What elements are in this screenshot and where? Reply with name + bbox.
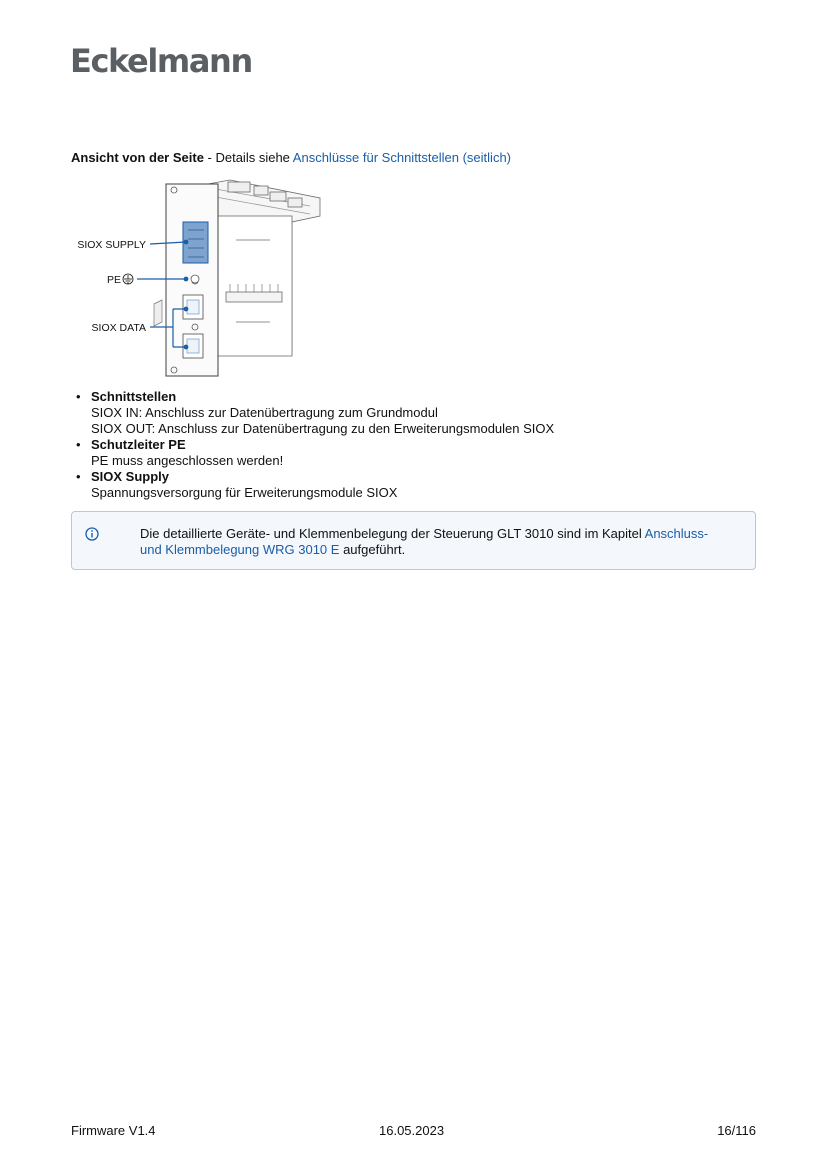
pe-label: PE — [106, 274, 121, 286]
note-text-2: aufgeführt. — [339, 542, 406, 557]
intro-link[interactable]: Anschlüsse für Schnittstellen (seitlich) — [292, 150, 511, 165]
info-icon — [85, 527, 99, 541]
note-text-1: Die detaillierte Geräte- und Klemmenbelegung der Steuerung GLT 3010 sind im Kapitel — [140, 526, 645, 541]
bullet: • — [76, 469, 81, 484]
list-item-heading: Schnittstellen — [91, 389, 177, 404]
intro-heading: Ansicht von der Seite — [71, 150, 204, 165]
intro-line — [71, 150, 511, 166]
note-link-part-2[interactable]: und Klemmbelegung WRG 3010 E — [140, 542, 340, 557]
company-logo: Eckelmann — [70, 42, 252, 80]
info-note-text — [140, 526, 740, 558]
siox-supply-label: SIOX SUPPLY — [77, 239, 146, 251]
siox-data-label: SIOX DATA — [91, 322, 146, 334]
list-item — [76, 469, 554, 501]
ground-icon — [123, 274, 133, 284]
note-link-part-1[interactable]: Anschluss- — [644, 526, 709, 541]
list-item — [76, 437, 554, 469]
pe-screw — [191, 275, 199, 283]
list-item-line: SIOX OUT: Anschluss zur Datenübertragung zu den Erweiterungsmodulen SIOX — [91, 421, 555, 436]
bullet: • — [76, 389, 81, 404]
footer-date: 16.05.2023 — [379, 1123, 445, 1138]
list-item-line: SIOX IN: Anschluss zur Datenübertragung zum Grundmodul — [91, 405, 438, 420]
footer-page-number: 16/116 — [717, 1123, 756, 1138]
list-item-line: PE muss angeschlossen werden! — [91, 453, 284, 468]
intro-text: - Details siehe — [203, 150, 293, 165]
module-body — [208, 180, 320, 356]
footer-firmware: Firmware V1.4 — [71, 1123, 156, 1138]
list-item-line: Spannungsversorgung für Erweiterungsmodule SIOX — [91, 485, 398, 500]
info-note — [71, 511, 756, 570]
list-item — [76, 389, 554, 437]
list-item-heading: SIOX Supply — [91, 469, 170, 484]
device-side-view-figure — [70, 176, 330, 382]
list-item-heading: Schutzleiter PE — [91, 437, 186, 452]
feature-list — [76, 389, 554, 501]
bullet: • — [76, 437, 81, 452]
